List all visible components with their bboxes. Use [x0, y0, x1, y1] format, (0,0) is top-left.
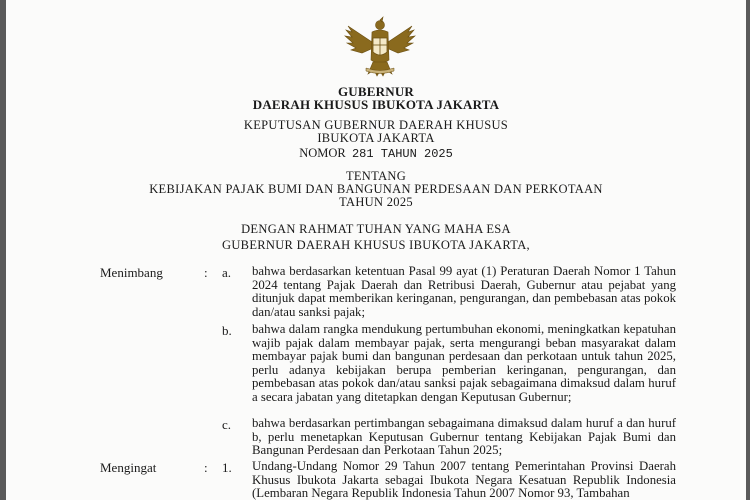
menimbang-item-b-marker: b.	[222, 323, 232, 338]
garuda-emblem-icon	[342, 16, 418, 80]
menimbang-colon: :	[204, 265, 208, 280]
decree-number-value: 281 TAHUN 2025	[351, 147, 453, 161]
menimbang-item-c-text: bahwa berdasarkan pertimbangan sebagaimana dimaksud dalam huruf a dan huruf b, perlu menetapkan Keputusan Gubernur tentang Kebijakan Pajak Bumi dan Bangunan Perdesaan dan Perkotaan Tahun 2025;	[252, 416, 676, 458]
decree-about: TENTANG	[345, 169, 407, 183]
decree-number	[6, 146, 746, 161]
menimbang-item-a-text: bahwa berdasarkan ketentuan Pasal 99 ayat (1) Peraturan Daerah Nomor 1 Tahun 2024 tentang Pajak Daerah dan Retribusi Daerah, Gubernur atau pejabat yang ditunjuk dapat memberikan keringanan, pengurangan, dan pembebasan atas pokok dan/atau sanksi pajak;	[252, 264, 676, 319]
mengingat-item-1-text: Undang-Undang Nomor 29 Tahun 2007 tentang Pemerintahan Provinsi Daerah Khusus Ibukota Jakarta sebagai Ibukota Negara Kesatuan Republik Indonesia (Lembaran Negara Republik Indonesia Tahun 2007 Nomor 93, Tambahan	[252, 459, 676, 500]
mengingat-colon: :	[204, 460, 208, 475]
decree-subject-line-1: KEBIJAKAN PAJAK BUMI DAN BANGUNAN PERDESAAN DAN PERKOTAAN	[149, 182, 603, 196]
decree-title-line-2: IBUKOTA JAKARTA	[317, 131, 435, 145]
header-line-2: DAERAH KHUSUS IBUKOTA JAKARTA	[252, 97, 500, 112]
preamble-authority: GUBERNUR DAERAH KHUSUS IBUKOTA JAKARTA,	[222, 238, 530, 252]
preamble-blessing: DENGAN RAHMAT TUHAN YANG MAHA ESA	[241, 222, 511, 236]
header-line-1: GUBERNUR	[338, 84, 414, 99]
menimbang-item-a-marker: a.	[222, 265, 232, 280]
mengingat-label: Mengingat	[100, 460, 157, 475]
decree-title-line-1: KEPUTUSAN GUBERNUR DAERAH KHUSUS	[243, 118, 509, 132]
decree-subject-line-2: TAHUN 2025	[339, 195, 413, 209]
mengingat-item-1-marker: 1.	[222, 460, 232, 475]
document-page	[6, 0, 746, 500]
menimbang-label: Menimbang	[100, 265, 163, 280]
menimbang-item-c-marker: c.	[222, 417, 232, 432]
decree-number-label: NOMOR	[299, 146, 346, 160]
menimbang-item-b-text: bahwa dalam rangka mendukung pertumbuhan ekonomi, meningkatkan kepatuhan wajib pajak dalam membayar pajak, serta mengurangi beban masyarakat dalam membayar pajak bumi dan bangunan perdesaan dan perkotaan untuk tahun 2025, perlu adanya kebijakan berupa pemberian keringanan, pengurangan, dan pembebasan atas pokok dan/atau sanksi pajak sebagaimana dimaksud dalam huruf a secara jabatan yang ditetapkan dengan Keputusan Gubernur;	[252, 322, 676, 404]
